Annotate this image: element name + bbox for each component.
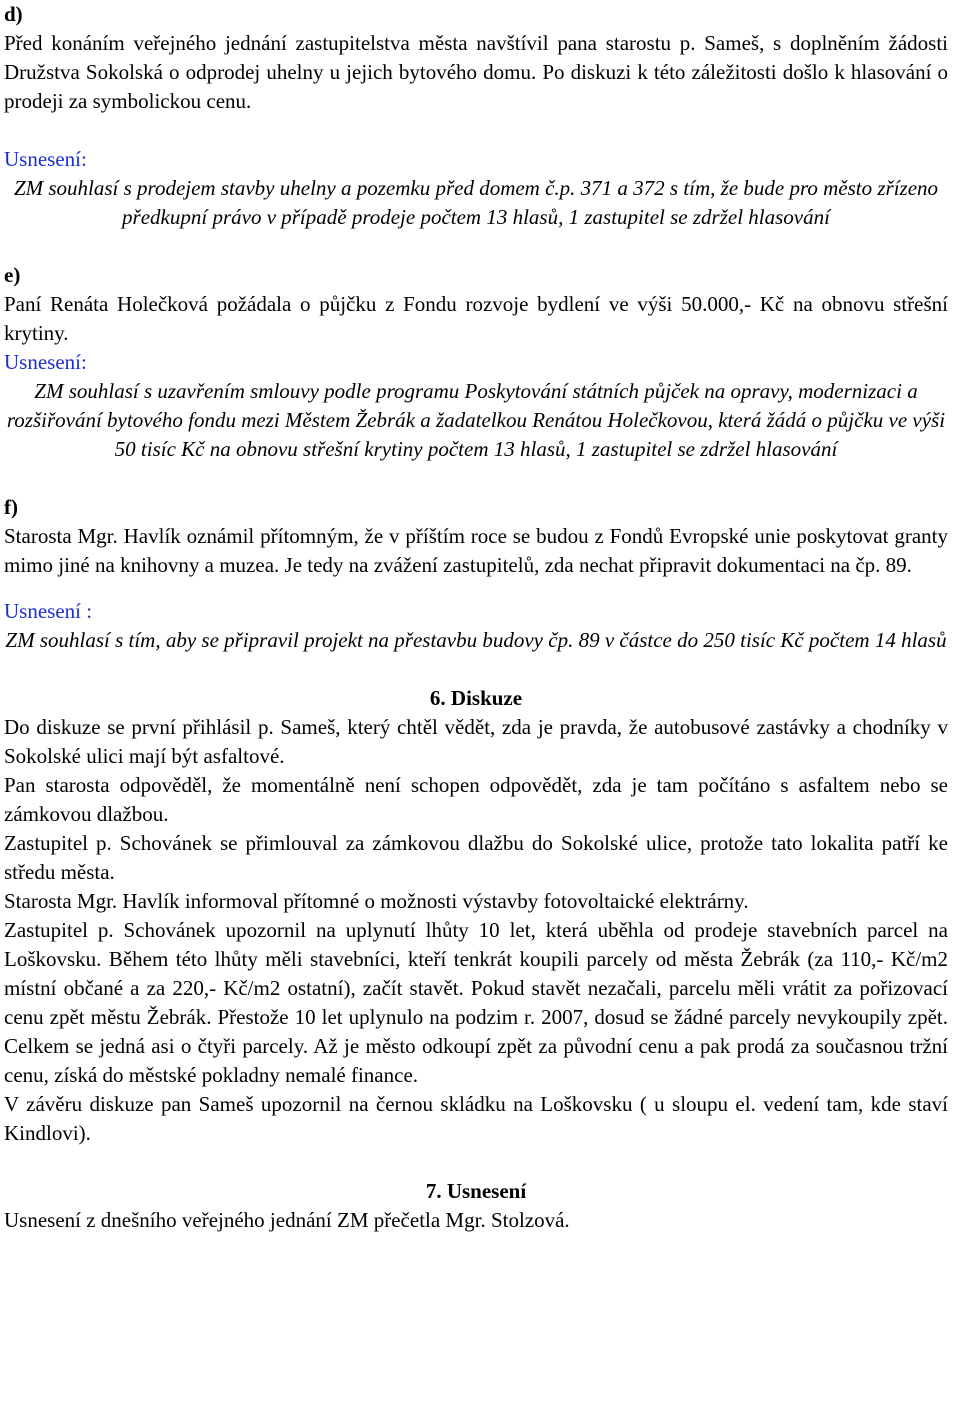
section-e-resolution: ZM souhlasí s uzavřením smlouvy podle programu Poskytování státních půjček na opravy, modernizaci a rozšiřování bytového fondu mezi Městem Žebrák a žadatelkou Renátou Holečkovou, která žádá o půjčku ve výši 50 tisíc Kč na obnovu střešní krytiny počtem 13 hlasů, 1 zastupitel se zdržel hlasování — [6, 379, 946, 461]
section-f-resolution-label: Usnesení : — [4, 599, 93, 623]
discussion-paragraph: Zastupitel p. Schovánek se přimlouval za zámkovou dlažbu do Sokolské ulice, protože tato lokalita patří ke středu města. — [4, 831, 948, 884]
section-d-resolution: ZM souhlasí s prodejem stavby uhelny a pozemku před domem č.p. 371 a 372 s tím, že bude pro město zřízeno předkupní právo v případě prodeje počtem 13 hlasů, 1 zastupitel se zdržel hlasování — [13, 176, 939, 229]
section-f-resolution: ZM souhlasí s tím, aby se připravil projekt na přestavbu budovy čp. 89 v částce do 250 tisíc Kč počtem 14 hlasů — [5, 628, 947, 652]
section-d-label: d) — [4, 2, 23, 26]
section-7-heading: 7. Usnesení — [425, 1179, 527, 1203]
section-e-label: e) — [4, 263, 21, 287]
section-d-resolution-label: Usnesení: — [4, 147, 87, 171]
discussion-paragraph: Pan starosta odpověděl, že momentálně není schopen odpovědět, zda je tam počítáno s asfaltem nebo se zámkovou dlažbou. — [4, 773, 948, 826]
discussion-paragraph: Do diskuze se první přihlásil p. Sameš, který chtěl vědět, zda je pravda, že autobusové zastávky a chodníky v Sokolské ulici mají být asfaltové. — [4, 715, 948, 768]
discussion-paragraph: Starosta Mgr. Havlík informoval přítomné o možnosti výstavby fotovoltaické elektrárny. — [4, 889, 749, 913]
section-d-text: Před konáním veřejného jednání zastupitelstva města navštívil pana starostu p. Sameš, s doplněním žádosti Družstva Sokolská o odprodej uhelny u jejich bytového domu. Po diskuzi k této záležitosti došlo k hlasování o prodeji za symbolickou cenu. — [4, 31, 948, 113]
section-f-label: f) — [4, 495, 18, 519]
section-7-text: Usnesení z dnešního veřejného jednání ZM přečetla Mgr. Stolzová. — [4, 1208, 570, 1232]
section-e-text: Paní Renáta Holečková požádala o půjčku z Fondu rozvoje bydlení ve výši 50.000,- Kč na obnovu střešní krytiny. — [4, 292, 948, 345]
section-e-resolution-label: Usnesení: — [4, 350, 87, 374]
discussion-paragraph: V závěru diskuze pan Sameš upozornil na černou skládku na Loškovsku ( u sloupu el. vedení tam, kde staví Kindlovi). — [4, 1092, 948, 1145]
section-6-heading: 6. Diskuze — [429, 686, 523, 710]
section-f-text: Starosta Mgr. Havlík oznámil přítomným, že v příštím roce se budou z Fondů Evropské unie poskytovat granty mimo jiné na knihovny a muzea. Je tedy na zvážení zastupitelů, zda nechat připravit dokumentaci na čp. 89. — [4, 524, 948, 577]
discussion-paragraph: Zastupitel p. Schovánek upozornil na uplynutí lhůty 10 let, která uběhla od prodeje stavebních parcel na Loškovsku. Během této lhůty měli stavebníci, kteří tenkrát koupili parcely od města Žebrák (za 110,- Kč/m2 místní občané a za 220,- Kč/m2 ostatní), začít stavět. Pokud stavět nezačali, parcelu měli vrátit za pořizovací cenu zpět městu Žebrák. Přestože 10 let uplynulo na podzim r. 2007, dosud se žádné parcely nevykoupily zpět. Celkem se jedná asi o čtyři parcely. Až je město odkoupí zpět za původní cenu a pak prodá za současnou tržní cenu, získá do městské pokladny nemalé finance. — [4, 918, 948, 1087]
